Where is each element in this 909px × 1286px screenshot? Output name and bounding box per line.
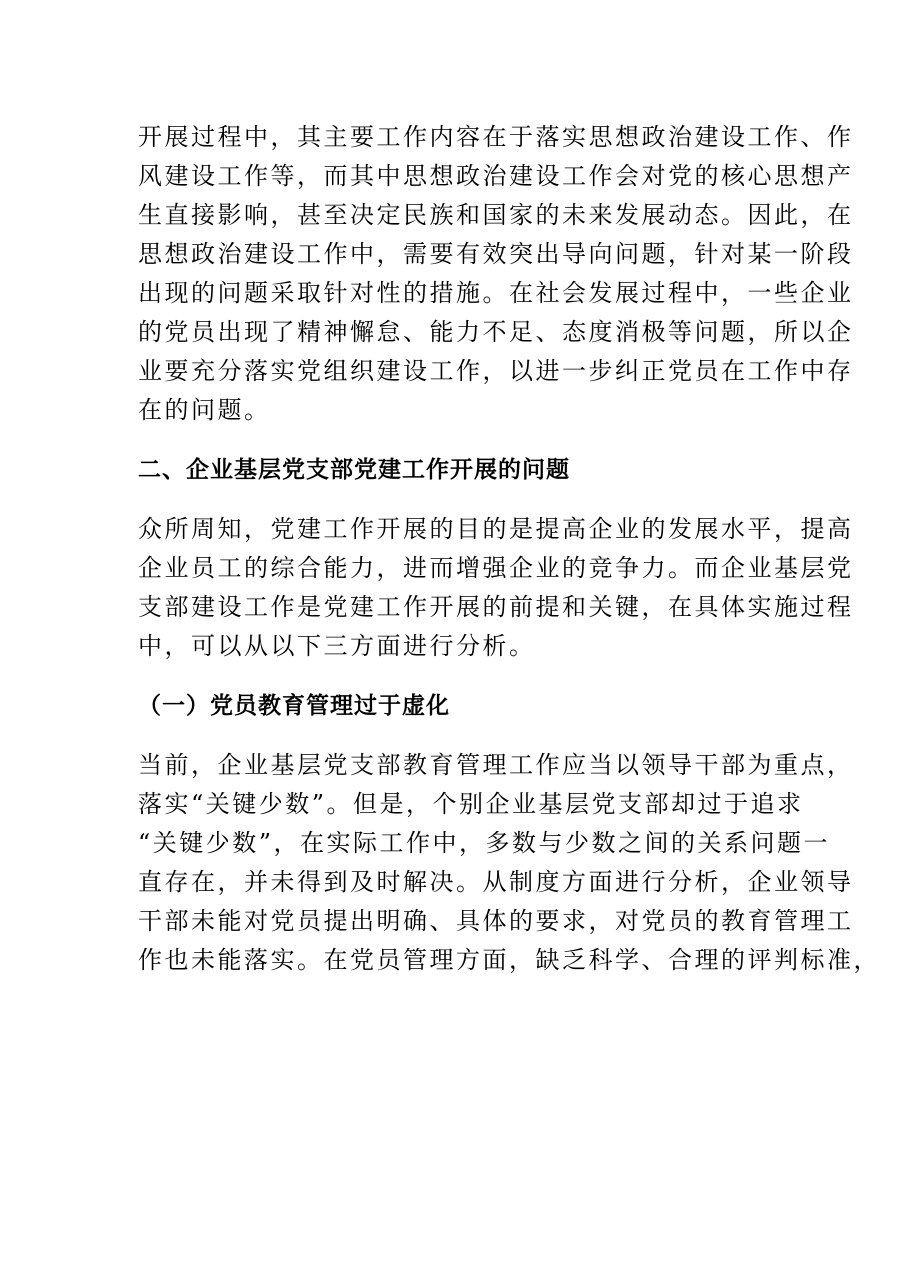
text-line: 作也未能落实。在党员管理方面，缺乏科学、合理的评判标准， <box>138 946 880 974</box>
text-line: “关键少数”，在实际工作中，多数与少数之间的关系问题一 <box>138 829 831 857</box>
text-line: 出现的问题采取针对性的措施。在社会发展过程中，一些企业 <box>138 279 854 307</box>
text-line: 直存在，并未得到及时解决。从制度方面进行分析，企业领导 <box>138 868 854 896</box>
spacer <box>138 726 778 746</box>
paragraph-1 <box>138 118 854 430</box>
paragraph-3 <box>138 746 880 980</box>
text-line: 落实“关键少数”。但是，个别企业基层党支部却过于追求 <box>138 790 804 818</box>
section-heading: 二、企业基层党支部党建工作开展的问题 <box>138 457 570 483</box>
document-body <box>138 118 880 980</box>
text-line: 业要充分落实党组织建设工作，以进一步纠正党员在工作中存 <box>138 357 854 385</box>
text-line: 的党员出现了精神懈怠、能力不足、态度消极等问题，所以企 <box>138 318 854 346</box>
text-line: 企业员工的综合能力，进而增强企业的竞争力。而企业基层党 <box>138 554 854 582</box>
spacer <box>138 430 778 450</box>
text-line: 思想政治建设工作中，需要有效突出导向问题，针对某一阶段 <box>138 240 854 268</box>
spacer <box>138 666 778 686</box>
paragraph-2 <box>138 510 854 666</box>
subsection-heading: （一）党员教育管理过于虚化 <box>138 693 450 719</box>
text-line: 当前，企业基层党支部教育管理工作应当以领导干部为重点， <box>138 751 854 779</box>
text-line: 在的问题。 <box>138 396 271 424</box>
text-line: 开展过程中，其主要工作内容在于落实思想政治建设工作、作 <box>138 123 854 151</box>
spacer <box>138 490 778 510</box>
text-line: 干部未能对党员提出明确、具体的要求，对党员的教育管理工 <box>138 907 854 935</box>
text-line: 生直接影响，甚至决定民族和国家的未来发展动态。因此，在 <box>138 201 854 229</box>
text-line: 风建设工作等，而其中思想政治建设工作会对党的核心思想产 <box>138 162 854 190</box>
text-line: 中，可以从以下三方面进行分析。 <box>138 632 536 660</box>
text-line: 众所周知，党建工作开展的目的是提高企业的发展水平，提高 <box>138 515 854 543</box>
text-line: 支部建设工作是党建工作开展的前提和关键，在具体实施过程 <box>138 593 854 621</box>
